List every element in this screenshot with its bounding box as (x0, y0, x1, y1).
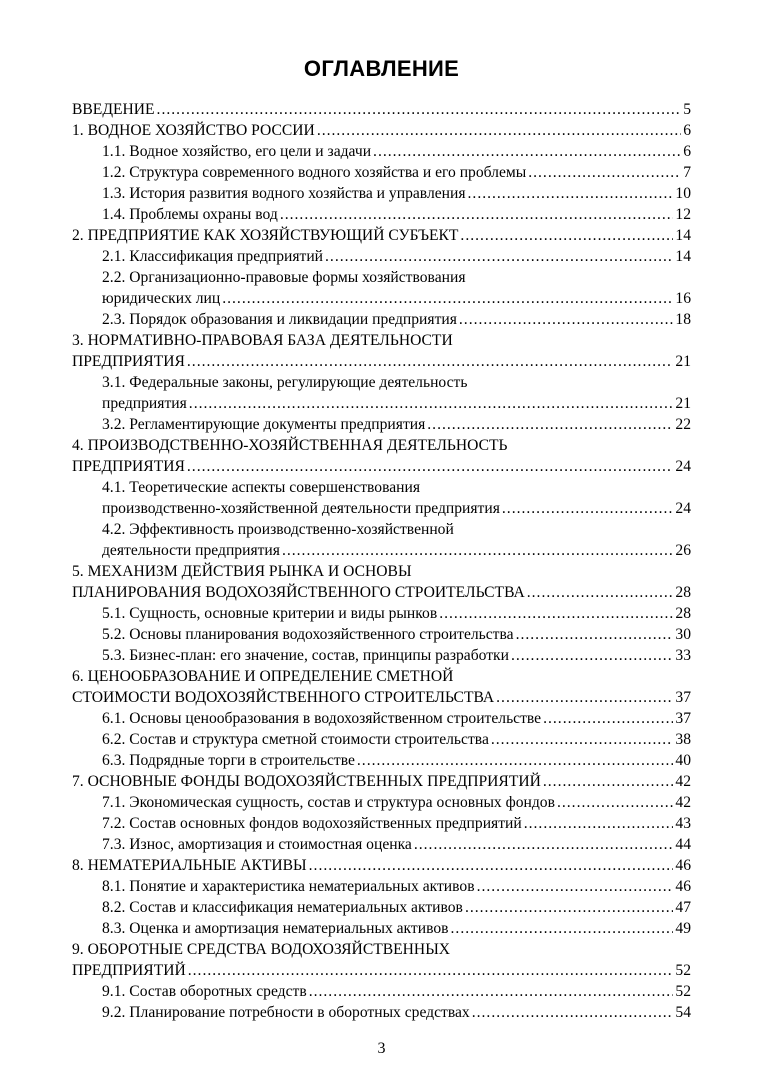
toc-entry[interactable] (72, 603, 691, 624)
toc-entry[interactable] (72, 309, 691, 330)
toc-entry-title: 3.2. Регламентирующие документы предприятия (102, 416, 426, 433)
toc-leader-dots (357, 750, 674, 771)
toc-entry-title: 1.4. Проблемы охраны вод (102, 206, 278, 223)
toc-entry-title: 2.3. Порядок образования и ликвидации предприятия (102, 311, 457, 328)
toc-entry[interactable] (72, 855, 691, 876)
toc-entry[interactable] (72, 120, 691, 141)
toc-leader-dots (282, 540, 673, 561)
toc-page-number: 52 (675, 983, 691, 1000)
toc-leader-dots (187, 456, 674, 477)
toc-leader-dots (157, 99, 682, 120)
toc-entry[interactable] (72, 204, 691, 225)
toc-page-number: 49 (675, 920, 691, 937)
toc-leader-dots (188, 960, 674, 981)
toc-leader-dots (460, 225, 673, 246)
toc-page-number: 18 (675, 311, 691, 328)
toc-page-number: 6 (683, 143, 691, 160)
toc-page-number: 5 (683, 101, 691, 118)
toc-page-number: 44 (675, 836, 691, 853)
toc-entry-title: 4.2. Эффективность производственно-хозяйственной (102, 521, 454, 538)
toc-page-number: 40 (675, 752, 691, 769)
toc-leader-dots (414, 834, 674, 855)
toc-leader-dots (468, 183, 674, 204)
toc-leader-dots (325, 246, 673, 267)
toc-entry-title-cont: ПРЕДПРИЯТИЯ (72, 353, 185, 370)
toc-leader-dots (511, 645, 673, 666)
toc-entry-title: 1. ВОДНОЕ ХОЗЯЙСТВО РОССИИ (72, 122, 315, 139)
toc-entry-title: 8.2. Состав и классификация нематериальных активов (102, 899, 463, 916)
toc-leader-dots (557, 792, 673, 813)
toc-entry[interactable] (72, 771, 691, 792)
toc-entry[interactable] (72, 645, 691, 666)
toc-page-number: 10 (675, 185, 691, 202)
toc-entry-title: 8.3. Оценка и амортизация нематериальных активов (102, 920, 449, 937)
toc-leader-dots (187, 351, 674, 372)
toc-entry-title: 7.2. Состав основных фондов водохозяйственных предприятий (102, 815, 522, 832)
toc-entry-title: 6. ЦЕНООБРАЗОВАНИЕ И ОПРЕДЕЛЕНИЕ СМЕТНОЙ (72, 668, 454, 685)
toc-page-number: 46 (675, 878, 691, 895)
toc-page-number: 22 (675, 416, 691, 433)
toc-page-number: 30 (675, 626, 691, 643)
toc-page-number: 24 (675, 458, 691, 475)
toc-leader-dots (491, 729, 674, 750)
toc-entry-title-cont: производственно-хозяйственной деятельности предприятия (102, 500, 500, 517)
toc-page-number: 12 (675, 206, 691, 223)
toc-page-number: 14 (675, 227, 691, 244)
toc-leader-dots (451, 918, 674, 939)
toc-leader-dots (309, 855, 674, 876)
page-title: ОГЛАВЛЕНИЕ (303, 56, 460, 81)
toc-page-number: 42 (675, 794, 691, 811)
toc-leader-dots (439, 603, 673, 624)
toc-entry-title: 7. ОСНОВНЫЕ ФОНДЫ ВОДОХОЗЯЙСТВЕННЫХ ПРЕДПРИЯТИЙ (72, 773, 541, 790)
toc-leader-dots (280, 204, 674, 225)
toc-entry[interactable] (72, 1002, 691, 1023)
toc-page-number: 38 (675, 731, 691, 748)
toc-leader-dots (543, 708, 673, 729)
toc-entry[interactable] (72, 183, 691, 204)
toc-leader-dots (496, 687, 673, 708)
toc-page-number: 21 (675, 353, 691, 370)
toc-page-number: 47 (675, 899, 691, 916)
toc-entry-title: ВВЕДЕНИЕ (72, 101, 155, 118)
toc-leader-dots (317, 120, 681, 141)
toc-entry[interactable] (72, 750, 691, 771)
toc-entry[interactable] (72, 477, 691, 519)
toc-entry-title: 6.2. Состав и структура сметной стоимости строительства (102, 731, 489, 748)
toc-entry[interactable] (72, 267, 691, 309)
toc-entry[interactable] (72, 813, 691, 834)
toc-entry[interactable] (72, 876, 691, 897)
toc-entry[interactable] (72, 372, 691, 414)
toc-entry-title: 9.1. Состав оборотных средств (102, 983, 307, 1000)
toc-entry-title: 5.1. Сущность, основные критерии и виды рынков (102, 605, 438, 622)
toc-entry-title-cont: юридических лиц (102, 290, 221, 307)
toc-leader-dots (502, 498, 674, 519)
toc-entry[interactable] (72, 330, 691, 372)
toc-leader-dots (524, 813, 674, 834)
toc-entry[interactable] (72, 708, 691, 729)
toc-entry-title: 3. НОРМАТИВНО-ПРАВОВАЯ БАЗА ДЕЯТЕЛЬНОСТИ (72, 332, 453, 349)
toc-entry-title: 2.2. Организационно-правовые формы хозяйствования (102, 269, 466, 286)
toc-page-number: 52 (675, 962, 691, 979)
toc-leader-dots (465, 897, 673, 918)
toc-leader-dots (543, 771, 674, 792)
page-number: 3 (377, 1040, 386, 1057)
toc-entry-title: 9. ОБОРОТНЫЕ СРЕДСТВА ВОДОХОЗЯЙСТВЕННЫХ (72, 941, 451, 958)
toc-page-number: 7 (683, 164, 691, 181)
toc-page-number: 28 (675, 605, 691, 622)
toc-entry[interactable] (72, 918, 691, 939)
toc-leader-dots (459, 309, 674, 330)
toc-leader-dots (373, 141, 681, 162)
toc-entry[interactable] (72, 834, 691, 855)
toc-entry[interactable] (72, 729, 691, 750)
toc-entry-title: 3.1. Федеральные законы, регулирующие деятельность (102, 374, 468, 391)
toc-entry-title: 7.3. Износ, амортизация и стоимостная оценка (102, 836, 412, 853)
toc-page-number: 37 (675, 710, 691, 727)
toc-entry[interactable] (72, 414, 691, 435)
toc-entry-title: 1.3. История развития водного хозяйства и управления (102, 185, 466, 202)
toc-page-number: 33 (675, 647, 691, 664)
toc-leader-dots (516, 624, 674, 645)
toc-entry[interactable] (72, 162, 691, 183)
toc-entry-title-cont: предприятия (102, 395, 187, 412)
toc-entry-title: 2.1. Классификация предприятий (102, 248, 324, 265)
toc-leader-dots (477, 876, 674, 897)
toc-page-number: 26 (675, 542, 691, 559)
toc-entry[interactable] (72, 246, 691, 267)
toc-entry[interactable] (72, 981, 691, 1002)
toc-entry[interactable] (72, 561, 691, 603)
toc-page-number: 37 (675, 689, 691, 706)
toc-entry-title: 5.3. Бизнес-план: его значение, состав, принципы разработки (102, 647, 509, 664)
toc-leader-dots (472, 1002, 674, 1023)
toc-entry-title: 4.1. Теоретические аспекты совершенствования (102, 479, 421, 496)
toc-page-number: 28 (675, 584, 691, 601)
toc-entry-title: 8. НЕМАТЕРИАЛЬНЫЕ АКТИВЫ (72, 857, 307, 874)
toc-leader-dots (427, 414, 673, 435)
toc-entry-title: 1.2. Структура современного водного хозяйства и его проблемы (102, 164, 527, 181)
toc-entry[interactable] (72, 225, 691, 246)
toc-leader-dots (222, 288, 673, 309)
toc-leader-dots (528, 162, 681, 183)
toc-page-number: 42 (675, 773, 691, 790)
toc-page-number: 16 (675, 290, 691, 307)
toc-leader-dots (189, 393, 674, 414)
toc-leader-dots (309, 981, 674, 1002)
toc-entry[interactable] (72, 141, 691, 162)
toc-entry-title-cont: ПЛАНИРОВАНИЯ ВОДОХОЗЯЙСТВЕННОГО СТРОИТЕЛЬСТВА (72, 584, 525, 601)
toc-entry-title: 2. ПРЕДПРИЯТИЕ КАК ХОЗЯЙСТВУЮЩИЙ СУБЪЕКТ (72, 227, 459, 244)
toc-entry[interactable] (72, 897, 691, 918)
toc-entry-title: 5. МЕХАНИЗМ ДЕЙСТВИЯ РЫНКА И ОСНОВЫ (72, 563, 412, 580)
toc-entry[interactable] (72, 792, 691, 813)
toc-entry[interactable] (72, 624, 691, 645)
toc-entry-title: 6.3. Подрядные торги в строительстве (102, 752, 355, 769)
toc-page-number: 24 (675, 500, 691, 517)
table-of-contents (72, 99, 691, 1023)
toc-entry[interactable] (72, 666, 691, 708)
toc-page-number: 6 (683, 122, 691, 139)
toc-entry-title: 4. ПРОИЗВОДСТВЕННО-ХОЗЯЙСТВЕННАЯ ДЕЯТЕЛЬНОСТЬ (72, 437, 508, 454)
toc-entry[interactable] (72, 435, 691, 477)
toc-page-number: 43 (675, 815, 691, 832)
toc-entry-title-cont: ПРЕДПРИЯТИЯ (72, 458, 185, 475)
toc-entry[interactable] (72, 939, 691, 981)
toc-page-number: 14 (675, 248, 691, 265)
toc-entry-title: 9.2. Планирование потребности в оборотных средствах (102, 1004, 470, 1021)
toc-entry[interactable] (72, 519, 691, 561)
toc-entry-title: 8.1. Понятие и характеристика нематериальных активов (102, 878, 475, 895)
toc-entry-title: 5.2. Основы планирования водохозяйственного строительства (102, 626, 514, 643)
toc-page-number: 46 (675, 857, 691, 874)
toc-leader-dots (527, 582, 674, 603)
toc-entry-title-cont: деятельности предприятия (102, 542, 280, 559)
toc-entry-title: 6.1. Основы ценообразования в водохозяйственном строительстве (102, 710, 542, 727)
toc-entry[interactable] (72, 99, 691, 120)
toc-entry-title: 7.1. Экономическая сущность, состав и структура основных фондов (102, 794, 555, 811)
toc-page-number: 54 (675, 1004, 691, 1021)
toc-page-number: 21 (675, 395, 691, 412)
toc-entry-title-cont: СТОИМОСТИ ВОДОХОЗЯЙСТВЕННОГО СТРОИТЕЛЬСТВА (72, 689, 495, 706)
toc-entry-title: 1.1. Водное хозяйство, его цели и задачи (102, 143, 372, 160)
toc-entry-title-cont: ПРЕДПРИЯТИЙ (72, 962, 186, 979)
